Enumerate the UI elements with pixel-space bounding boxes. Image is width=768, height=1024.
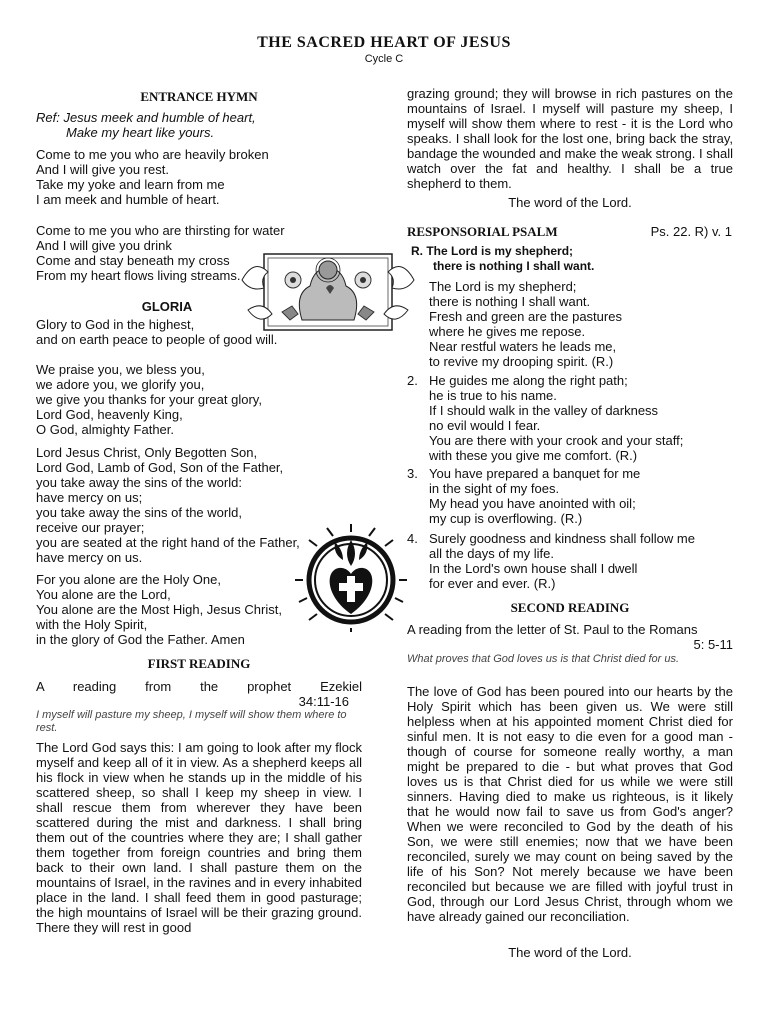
stanza-line: You have prepared a banquet for me: [429, 466, 641, 481]
verse-line: And I will give you rest.: [36, 162, 169, 177]
gloria-line: with the Holy Spirit,: [36, 617, 148, 632]
gloria-paragraph-2: [36, 362, 262, 437]
verse-line: Come to me you who are thirsting for water: [36, 223, 285, 238]
page-title: THE SACRED HEART OF JESUS: [257, 34, 511, 51]
first-reading-body: The Lord God says this: I am going to look after my flock myself and keep all of it in view. As a shepherd keeps all his flock in view when he stands up in the middle of his scattered sheep, so shall I keep my sheep in view. I shall rescue them from wherever they have been scattered during the mist and darkness. I shall bring them out of the countries where they are; I shall gather them together from foreign countries and bring them back to their own land. I shall pasture them on the mountains of Israel, in the ravines and in every inhabited place in the land. I shall feed them in good pasturage; the high mountains of Israel will be their grazing ground. There they will rest in good: [36, 740, 362, 935]
psalm-stanza-2: [407, 373, 737, 465]
verse-line: Come and stay beneath my cross: [36, 253, 230, 268]
second-reading-body: The love of God has been poured into our hearts by the Holy Spirit which has been given us. We were still helpless when at his appointed moment Christ died for sinful men. It is not easy to die even for a good man - though of course for someone really worthy, a man might be prepared to die - but what proves that God loves us is that Christ died for us while we were still sinners. Having died to make us righteous, is it likely that he would now fail to save us from God's anger? When we were reconciled to God by the death of his Son, we were still enemies; now that we have been reconciled, surely we may count on being saved by the life of his Son? Not merely because we have been reconciled but because we are filled with joyful trust in God, through our Lord Jesus Christ, through whom we have already gained our reconciliation.: [407, 684, 733, 924]
hymn-verse-1: [36, 147, 269, 207]
stanza-text: [429, 373, 683, 463]
gloria-line: You alone are the Lord,: [36, 587, 171, 602]
gloria-line: receive our prayer;: [36, 520, 145, 535]
response-line: R. The Lord is my shepherd;: [411, 244, 574, 258]
thorned-heart-icon: [295, 520, 407, 632]
stanza-line: he is true to his name.: [429, 388, 557, 403]
gloria-heading: GLORIA: [141, 299, 193, 314]
hymn-refrain: [36, 110, 256, 140]
psalm-heading: RESPONSORIAL PSALM: [407, 224, 558, 239]
gloria-line: you are seated at the right hand of the Father,: [36, 535, 300, 550]
verse-line: From my heart flows living streams.: [36, 268, 241, 283]
stanza-line: My head you have anointed with oil;: [429, 496, 636, 511]
psalm-stanza-3: [407, 466, 737, 528]
stanza-line: He guides me along the right path;: [429, 373, 628, 388]
entrance-hymn-heading: ENTRANCE HYMN: [140, 89, 258, 104]
second-reading-intro: A reading from the letter of St. Paul to the Romans: [407, 622, 698, 637]
stanza-line: for ever and ever. (R.): [429, 576, 556, 591]
stanza-line: Fresh and green are the pastures: [429, 309, 622, 324]
gloria-line: have mercy on us;: [36, 490, 143, 505]
refrain-line: Ref: Jesus meek and humble of heart,: [36, 110, 256, 125]
stanza-line: with these you give me comfort. (R.): [429, 448, 638, 463]
psalm-stanza-1: [407, 279, 737, 371]
stanza-number: 2.: [407, 373, 418, 388]
stanza-line: there is nothing I shall want.: [429, 294, 591, 309]
gloria-line: You alone are the Most High, Jesus Christ,: [36, 602, 282, 617]
stanza-line: in the sight of my foes.: [429, 481, 560, 496]
verse-line: And I will give you drink: [36, 238, 172, 253]
psalm-response: [411, 244, 594, 274]
gloria-line: have mercy on us.: [36, 550, 143, 565]
stanza-number: 4.: [407, 531, 418, 546]
gloria-paragraph-3: [36, 445, 300, 565]
gloria-line: in the glory of God the Father. Amen: [36, 632, 245, 647]
stanza-line: all the days of my life.: [429, 546, 554, 561]
gloria-line: Lord God, Lamb of God, Son of the Father,: [36, 460, 284, 475]
first-reading-intro: A reading from the prophet Ezekiel: [36, 679, 362, 694]
second-reading-summary: What proves that God loves us is that Christ died for us.: [407, 653, 680, 665]
stanza-line: to revive my drooping spirit. (R.): [429, 354, 614, 369]
verse-line: Take my yoke and learn from me: [36, 177, 225, 192]
gloria-line: We praise you, we bless you,: [36, 362, 205, 377]
gloria-line: you take away the sins of the world:: [36, 475, 242, 490]
refrain-line: Make my heart like yours.: [66, 125, 215, 140]
first-reading-closing: The word of the Lord.: [508, 195, 632, 210]
stanza-text: [429, 466, 640, 526]
psalm-ref: Ps. 22. R) v. 1: [650, 224, 732, 239]
stanza-line: no evil would I fear.: [429, 418, 541, 433]
second-reading-ref: 5: 5-11: [693, 637, 733, 652]
gloria-line: Lord God, heavenly King,: [36, 407, 183, 422]
verse-line: Come to me you who are heavily broken: [36, 147, 269, 162]
gloria-paragraph-4: [36, 572, 282, 647]
gloria-line: Lord Jesus Christ, Only Begotten Son,: [36, 445, 258, 460]
response-line: there is nothing I shall want.: [433, 259, 595, 273]
first-reading-continued: grazing ground; they will browse in rich pastures on the mountains of Israel. I myself will pasture my sheep, I myself will show them where to rest - it is the Lord who speaks. I shall look for the lost one, bring back the stray, bandage the wounded and make the weak strong. I shall watch over the fat and healthy. I shall be a true shepherd to them.: [407, 86, 733, 191]
first-reading-ref: 34:11-16: [298, 694, 349, 709]
psalm-stanza-4: [407, 531, 737, 593]
stanza-line: my cup is overflowing. (R.): [429, 511, 583, 526]
stanza-line: Surely goodness and kindness shall follow me: [429, 531, 695, 546]
second-reading-heading: SECOND READING: [510, 600, 630, 615]
stanza-line: In the Lord's own house shall I dwell: [429, 561, 638, 576]
stanza-text: [429, 279, 622, 369]
gloria-line: we adore you, we glorify you,: [36, 377, 205, 392]
gloria-line: Glory to God in the highest,: [36, 317, 195, 332]
gloria-line: we give you thanks for your great glory,: [36, 392, 262, 407]
sacred-heart-jesus-illustration: [238, 250, 418, 336]
stanza-line: Near restful waters he leads me,: [429, 339, 617, 354]
stanza-line: You are there with your crook and your staff;: [429, 433, 684, 448]
first-reading-heading: FIRST READING: [147, 656, 251, 671]
stanza-text: [429, 531, 695, 591]
gloria-line: O God, almighty Father.: [36, 422, 175, 437]
gloria-line: and on earth peace to people of good will.: [36, 332, 278, 347]
verse-line: I am meek and humble of heart.: [36, 192, 220, 207]
stanza-line: where he gives me repose.: [429, 324, 586, 339]
gloria-line: you take away the sins of the world,: [36, 505, 242, 520]
stanza-line: If I should walk in the valley of darkness: [429, 403, 659, 418]
cycle-label: Cycle C: [364, 53, 404, 65]
gloria-line: For you alone are the Holy One,: [36, 572, 221, 587]
second-reading-closing: The word of the Lord.: [508, 945, 632, 960]
stanza-line: The Lord is my shepherd;: [429, 279, 577, 294]
stanza-number: 3.: [407, 466, 418, 481]
first-reading-summary: I myself will pasture my sheep, I myself will show them where to rest.: [36, 709, 347, 734]
